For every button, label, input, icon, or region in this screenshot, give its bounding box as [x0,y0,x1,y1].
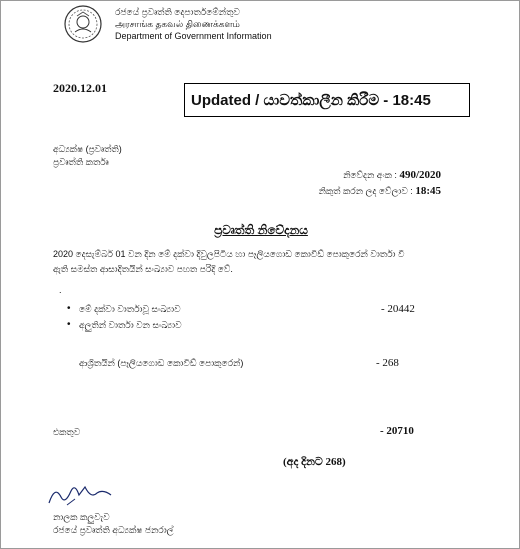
updated-box [184,83,470,117]
signatory-title: රජයේ ප්‍රවෘත්ති අධ්‍යක්ෂ ජනරාල් [53,525,174,535]
header-tamil: அரசாங்க தகவல் திணைக்களம் [115,19,240,29]
release-time [319,185,441,197]
addressee-editor: ප්‍රවෘත්ති කර්තෘ [53,157,109,167]
reported-count: - 20442 [381,303,415,315]
header-sinhala: රජයේ ප්‍රවෘත්ති දෙපාර්තමේන්තුව [115,7,240,17]
release-number-value: 490/2020 [399,169,441,181]
today-note: (අද දිනට 268) [283,456,346,468]
release-number-label: නිවේදන අංක : [343,170,397,180]
stray-dot: . [59,285,62,295]
release-date: 2020.12.01 [53,81,107,95]
paragraph-line-1: 2020 දෙසැම්බර් 01 වන දින මේ දක්වා දිවුලපිටිය හා පෑලියගොඩ කොවිඩ් පොකුරෙන් වාර්තා වී [53,249,405,259]
header-english: Department of Government Information [115,31,272,41]
contacts-label: ආශ්‍රිතයින් (පෑලියගොඩ කොවිඩ් පොකුරෙන්) [79,358,244,368]
total-label: එකතුව [53,427,81,437]
signature-scribble-icon [45,479,117,509]
addressee-director: අධ්‍යක්ෂ (ප්‍රවෘත්ති) [53,144,122,154]
list-item: • අලුතින් වාර්තා වන සංඛ්‍යාව [79,320,182,331]
intro-paragraph [53,247,473,277]
government-emblem-icon [63,4,103,44]
signatory-name: නාලක කලුවැව [53,512,110,522]
release-time-label: නිකුත් කරන ලද වේලාව : [318,186,413,196]
contacts-count: - 268 [376,357,399,369]
release-time-value: 18:45 [415,185,441,197]
release-number [343,169,441,181]
page-title: ප්‍රවෘත්ති නිවේදනය [214,223,308,237]
updated-label: Updated / යාවත්කාලීන කිරීම - 18:45 [191,91,431,109]
list-item: • මේ දක්වා වාර්තාවූ සංඛ්‍යාව [79,304,181,315]
total-count: - 20710 [380,425,414,437]
paragraph-line-2: ඇති සමස්ත ආසාදිතයින් සංඛ්‍යාව පහත පරිදි වේ. [53,264,233,274]
